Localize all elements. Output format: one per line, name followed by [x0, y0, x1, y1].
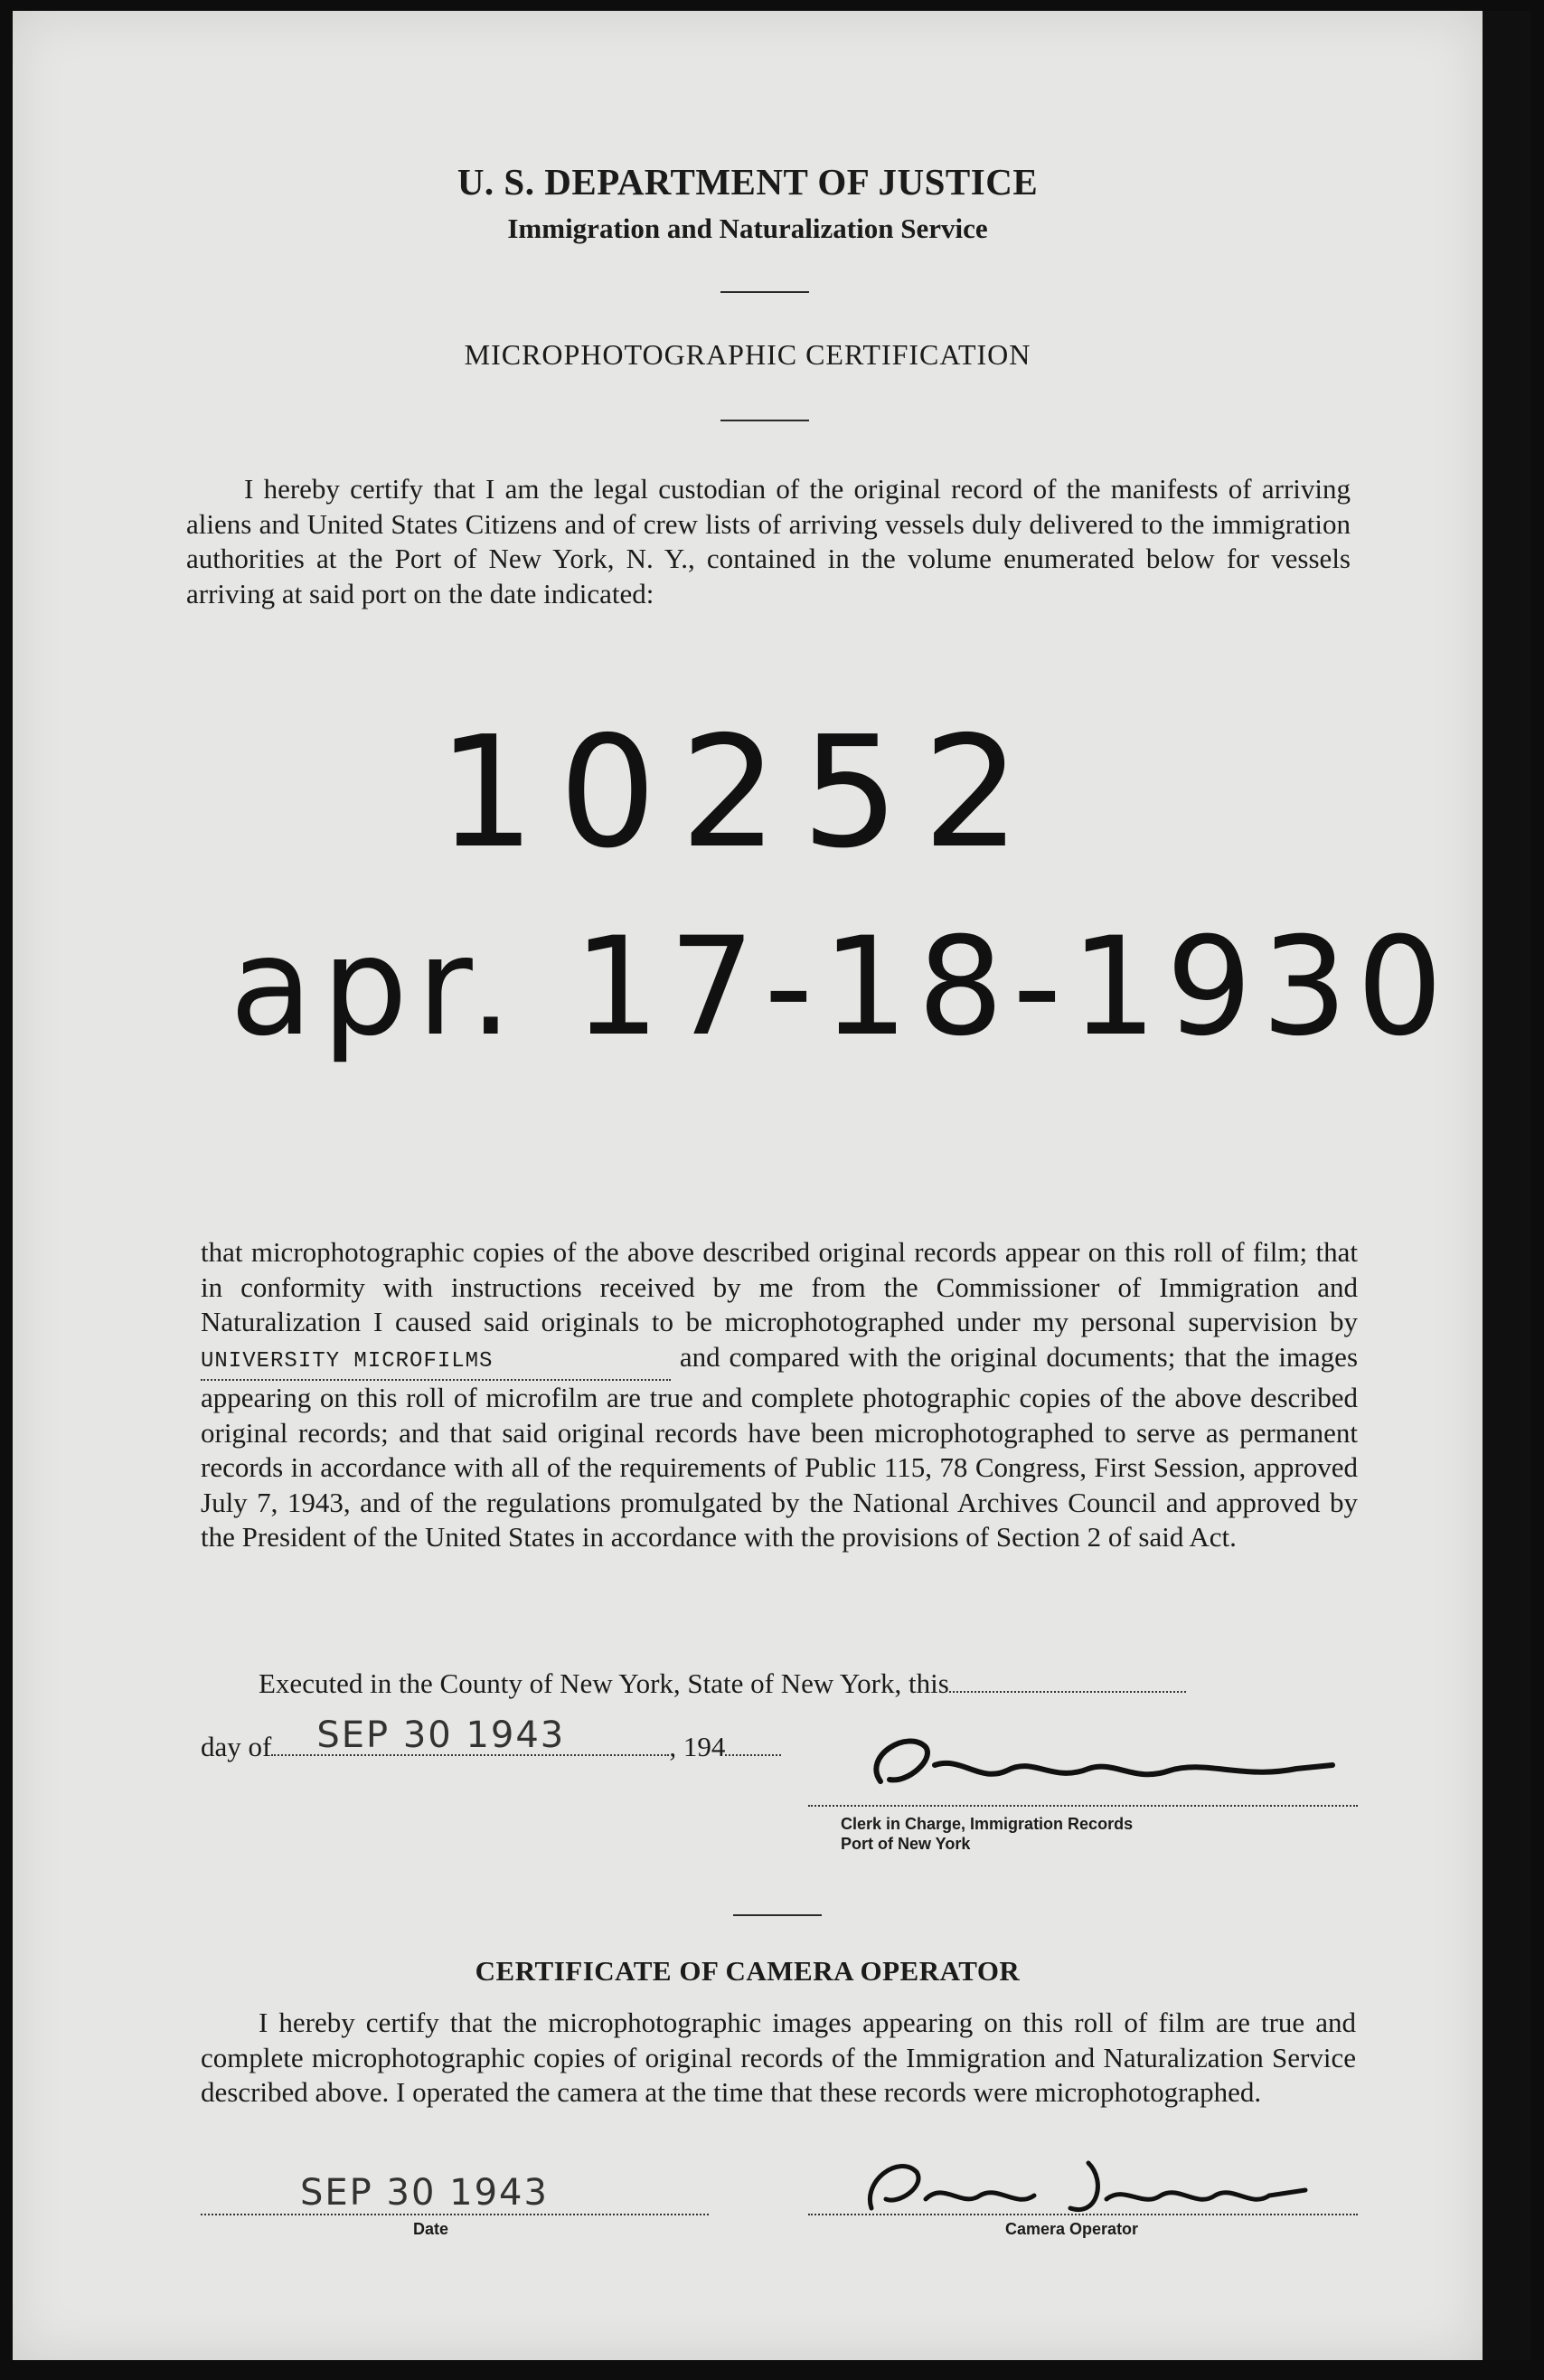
certification-title: MICROPHOTOGRAPHIC CERTIFICATION [464, 338, 1031, 371]
department-heading: U. S. DEPARTMENT OF JUSTICE [457, 161, 1039, 203]
year-prefix: , 194 [669, 1731, 726, 1762]
clerk-signature [826, 1729, 1369, 1801]
day-of-label: day of [201, 1731, 272, 1762]
body-paragraph [201, 1235, 1358, 1555]
date-stamp: SEP 30 1943 [316, 1714, 566, 1756]
supervisor-typed-name: UNIVERSITY MICROFILMS [201, 1348, 494, 1374]
divider [720, 291, 809, 293]
operator-signature-line [808, 2214, 1358, 2215]
service-subheading: Immigration and Naturalization Service [507, 212, 988, 244]
year-blank [725, 1754, 781, 1756]
intro-paragraph [186, 472, 1351, 611]
executed-text: Executed in the County of New York, State of New York, this [259, 1667, 949, 1699]
operator-signature [835, 2145, 1342, 2217]
body-text-part1: that microphotographic copies of the above described original records appear on this roll of film; that in conformity with instructions received by me from the Commissioner of Immigration and Naturalization I caused said originals to be microphotographed under my personal supervision by [201, 1236, 1358, 1337]
camera-operator-title: CERTIFICATE OF CAMERA OPERATOR [475, 1955, 1021, 1987]
handwritten-volume-number: 10252 [438, 704, 1044, 883]
executed-line [259, 1667, 1358, 1700]
operator-date-line [201, 2214, 709, 2215]
camera-operator-paragraph [201, 2006, 1356, 2111]
supervisor-field [201, 1340, 671, 1382]
clerk-title [841, 1814, 1133, 1854]
camera-operator-text: I hereby certify that the microphotographic images appearing on this roll of film are true and complete microphotographic copies of original records of the Immigration and Naturalization Service described above. I operated the camera at the time that these records were microphotographed. [201, 2007, 1356, 2108]
clerk-signature-line [808, 1805, 1358, 1807]
divider [733, 1914, 822, 1916]
operator-date-stamp: SEP 30 1943 [300, 2172, 549, 2214]
executed-day-blank [949, 1691, 1186, 1693]
operator-label: Camera Operator [1005, 2220, 1139, 2238]
divider [720, 420, 809, 421]
month-blank [271, 1714, 669, 1756]
handwritten-dates: apr. 17-18-1930 [230, 909, 1453, 1066]
clerk-title-line2: Port of New York [841, 1835, 971, 1853]
document-page [13, 11, 1483, 2360]
day-of-line [201, 1714, 781, 1763]
body-text-part2: and compared with the original documents; that the images appearing on this roll of microfilm are true and complete photographic copies of the above described original records; and that said original records have been microphotographed to serve as permanent records in accordance with all of the requirements of Public 115, 78 Congress, First Session, approved July 7, 1943, and of the regulations promulgated by the National Archives Council and approved by the President of the United States in accordance with the provisions of Section 2 of said Act. [201, 1340, 1359, 1553]
clerk-title-line1: Clerk in Charge, Immigration Records [841, 1815, 1134, 1833]
film-edge [1483, 11, 1531, 2360]
date-label: Date [413, 2220, 449, 2238]
intro-text: I hereby certify that I am the legal custodian of the original record of the manifests of arriving aliens and United States Citizens and of crew lists of arriving vessels duly delivered to the immigration authorities at the Port of New York, N. Y., contained in the volume enumerated below for vessels arriving at said port on the date indicated: [186, 473, 1351, 609]
